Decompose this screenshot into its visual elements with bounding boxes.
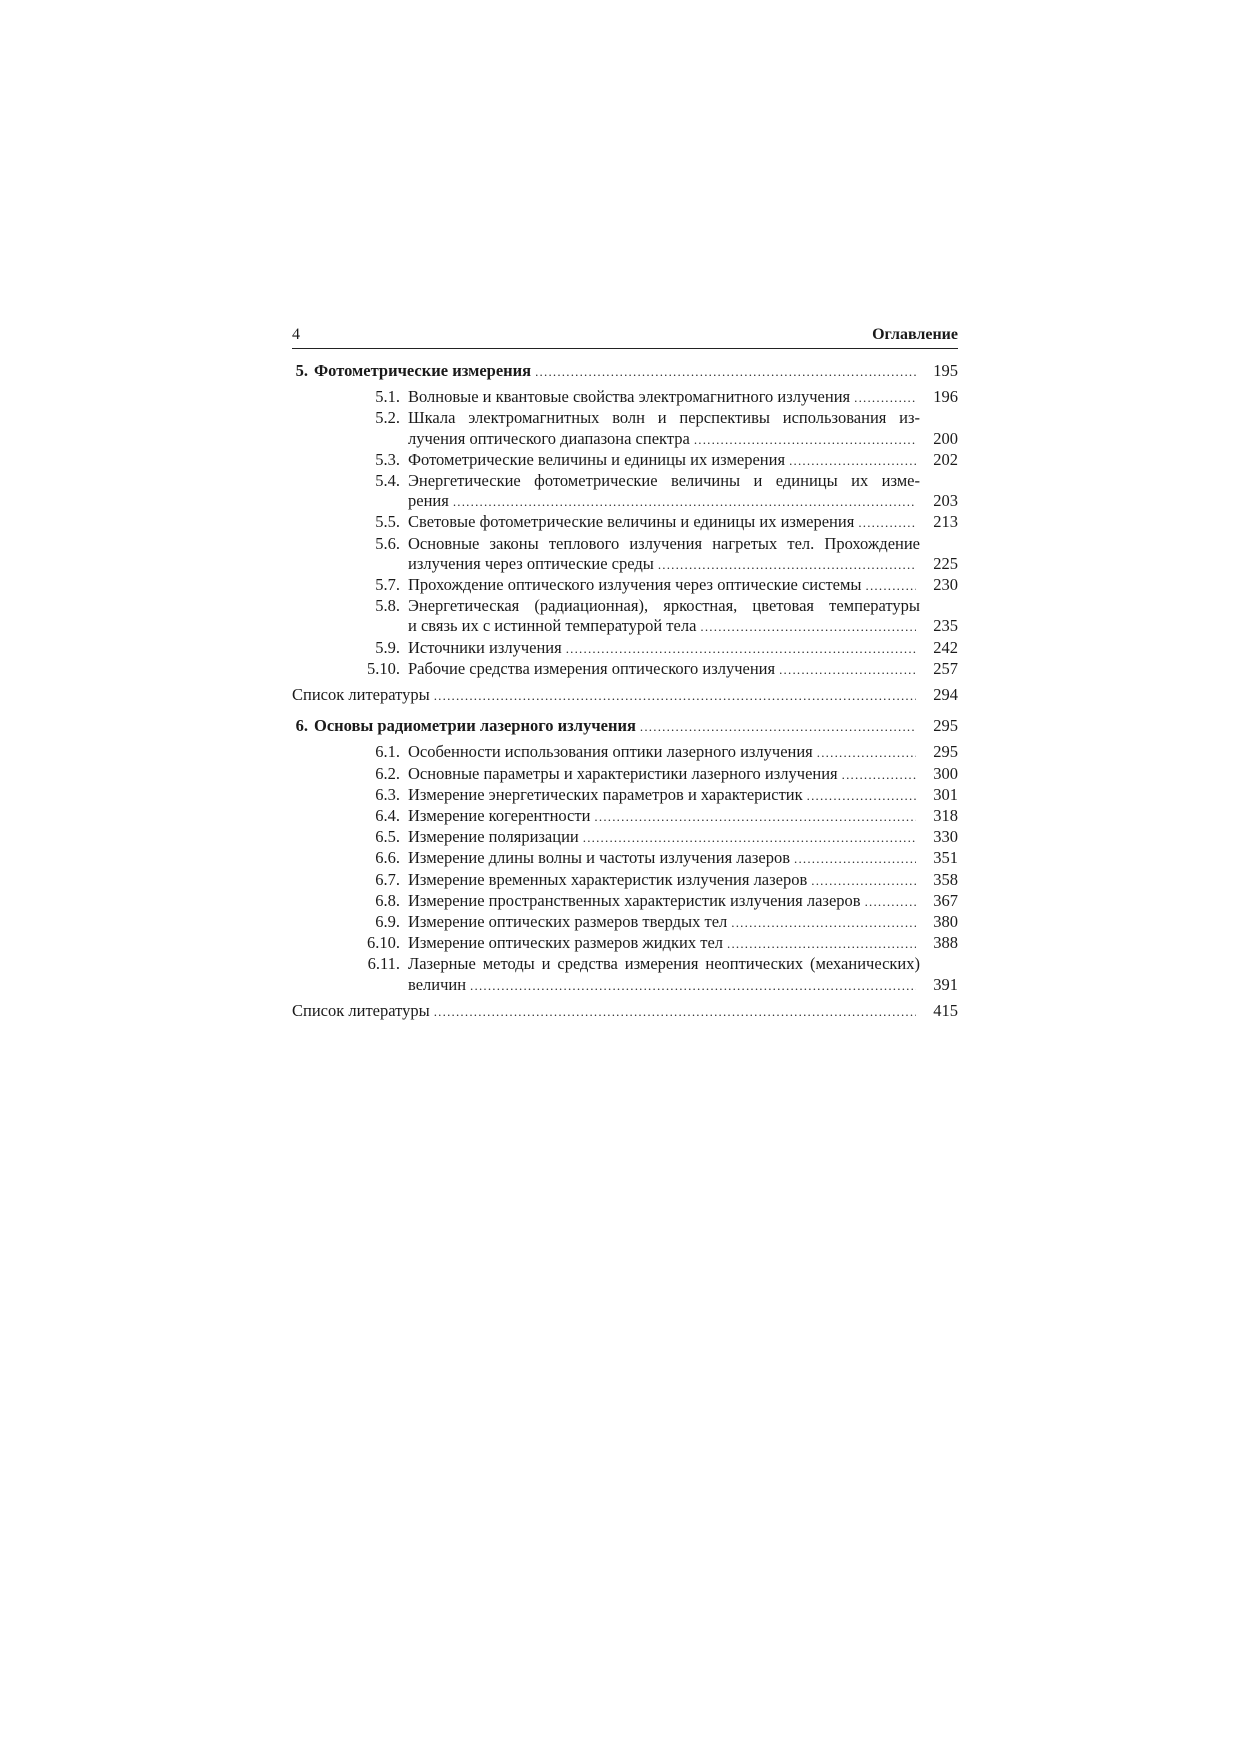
section-number: 6.1. bbox=[375, 742, 400, 762]
page-ref: 330 bbox=[933, 827, 958, 847]
toc-section-5-2[interactable] bbox=[292, 408, 958, 449]
toc-section-5-1[interactable] bbox=[352, 387, 958, 408]
page-ref: 415 bbox=[933, 1000, 958, 1020]
toc-section-6-9[interactable] bbox=[352, 912, 958, 933]
page-ref: 318 bbox=[933, 806, 958, 826]
leader-dots bbox=[817, 743, 916, 763]
section-number: 5.4. bbox=[375, 471, 400, 491]
page-ref: 235 bbox=[933, 616, 958, 636]
page-ref: 391 bbox=[933, 974, 958, 994]
toc-chapter-6[interactable] bbox=[292, 716, 958, 737]
section-title: Измерение энергетических параметров и характеристик bbox=[408, 784, 803, 804]
section-title: Измерение когерентности bbox=[408, 806, 591, 826]
chapter-number: 5. bbox=[295, 361, 308, 380]
section-title-line-1: Основные законы теплового излучения нагретых тел. Прохождение bbox=[408, 533, 920, 553]
page-ref: 200 bbox=[933, 428, 958, 448]
toc-section-5-8[interactable] bbox=[292, 596, 958, 637]
section-title-line-2: величин bbox=[408, 974, 467, 994]
section-number: 5.2. bbox=[375, 408, 400, 428]
section-title: Световые фотометрические величины и единицы их измерения bbox=[408, 512, 855, 532]
leader-dots bbox=[727, 934, 916, 954]
literature-label: Список литературы bbox=[292, 1000, 430, 1020]
section-title-line-2: и связь их с истинной температурой тела bbox=[408, 616, 697, 636]
section-title: Прохождение оптического излучения через оптические системы bbox=[408, 575, 862, 595]
leader-dots bbox=[865, 892, 916, 912]
section-title: Измерение оптических размеров жидких тел bbox=[408, 933, 723, 953]
leader-dots bbox=[789, 451, 916, 471]
section-number: 6.3. bbox=[375, 784, 400, 804]
toc-section-6-1[interactable] bbox=[352, 742, 958, 763]
section-title: Источники излучения bbox=[408, 637, 562, 657]
section-number: 5.6. bbox=[375, 533, 400, 553]
toc-section-5-5[interactable] bbox=[352, 512, 958, 533]
section-number: 5.10. bbox=[367, 658, 400, 678]
section-title: Волновые и квантовые свойства электромагнитного излучения bbox=[408, 387, 851, 407]
page bbox=[292, 325, 958, 1022]
section-number: 6.10. bbox=[367, 933, 400, 953]
leader-dots bbox=[583, 828, 916, 848]
section-title-line-1: Энергетические фотометрические величины и единицы их изме- bbox=[408, 471, 920, 491]
leader-dots bbox=[594, 807, 916, 827]
section-number: 5.9. bbox=[375, 637, 400, 657]
chapter-number: 6. bbox=[295, 716, 308, 736]
leader-dots bbox=[811, 871, 916, 891]
section-number: 6.8. bbox=[375, 890, 400, 910]
toc-section-5-3[interactable] bbox=[352, 450, 958, 471]
leader-dots bbox=[858, 513, 916, 533]
page-ref: 358 bbox=[933, 869, 958, 889]
toc-section-6-10[interactable] bbox=[352, 933, 958, 954]
section-number: 6.4. bbox=[375, 806, 400, 826]
section-title-line-1: Шкала электромагнитных волн и перспективы использования из- bbox=[408, 408, 920, 428]
section-number: 6.7. bbox=[375, 869, 400, 889]
section-number: 5.8. bbox=[375, 596, 400, 616]
toc-literature-6[interactable] bbox=[292, 1001, 958, 1022]
toc-section-5-4[interactable] bbox=[292, 471, 958, 512]
toc-literature-5[interactable] bbox=[292, 685, 958, 706]
section-title-line-2: рения bbox=[408, 491, 449, 511]
leader-dots bbox=[731, 913, 916, 933]
leader-dots bbox=[866, 576, 916, 596]
section-number: 6.9. bbox=[375, 912, 400, 932]
page-ref: 203 bbox=[933, 491, 958, 511]
section-title-line-1: Энергетическая (радиационная), яркостная, цветовая температуры bbox=[408, 596, 920, 616]
page-ref: 195 bbox=[933, 361, 958, 380]
section-title-line-2: излучения через оптические среды bbox=[408, 553, 654, 573]
page-ref: 257 bbox=[933, 658, 958, 678]
section-title: Измерение временных характеристик излучения лазеров bbox=[408, 869, 808, 889]
page-ref: 242 bbox=[933, 637, 958, 657]
page-ref: 294 bbox=[933, 685, 958, 705]
section-title: Измерение оптических размеров твердых тел bbox=[408, 912, 728, 932]
page-ref: 367 bbox=[933, 890, 958, 910]
page-number: 4 bbox=[292, 326, 300, 343]
section-number: 5.3. bbox=[375, 449, 400, 469]
section-title: Измерение поляризации bbox=[408, 827, 579, 847]
section-number: 5.5. bbox=[375, 512, 400, 532]
leader-dots bbox=[694, 430, 916, 450]
running-header bbox=[292, 325, 958, 349]
toc-section-6-3[interactable] bbox=[352, 785, 958, 806]
leader-dots bbox=[854, 388, 916, 408]
leader-dots bbox=[658, 555, 916, 575]
section-number: 6.5. bbox=[375, 827, 400, 847]
toc-section-5-9[interactable] bbox=[352, 638, 958, 659]
leader-dots bbox=[807, 786, 916, 806]
page-ref: 380 bbox=[933, 912, 958, 932]
page-ref: 196 bbox=[933, 387, 958, 407]
toc-section-6-7[interactable] bbox=[352, 870, 958, 891]
section-number: 5.7. bbox=[375, 575, 400, 595]
chapter-title: Фотометрические измерения bbox=[314, 361, 532, 380]
toc-section-6-6[interactable] bbox=[352, 848, 958, 869]
leader-dots bbox=[535, 362, 916, 382]
section-number: 5.1. bbox=[375, 387, 400, 407]
section-title-line-2: лучения оптического диапазона спектра bbox=[408, 428, 690, 448]
section-number: 6.2. bbox=[375, 763, 400, 783]
section-title: Основные параметры и характеристики лазерного излучения bbox=[408, 763, 838, 783]
section-title: Измерение длины волны и частоты излучения лазеров bbox=[408, 848, 790, 868]
leader-dots bbox=[842, 765, 916, 785]
page-ref: 295 bbox=[933, 742, 958, 762]
leader-dots bbox=[794, 849, 916, 869]
page-ref: 295 bbox=[933, 716, 958, 736]
toc-chapter-5[interactable] bbox=[292, 361, 958, 382]
chapter-title: Основы радиометрии лазерного излучения bbox=[314, 716, 636, 736]
toc-section-6-4[interactable] bbox=[352, 806, 958, 827]
toc-section-5-10[interactable] bbox=[352, 659, 958, 680]
page-ref: 300 bbox=[933, 763, 958, 783]
section-number: 6.11. bbox=[367, 954, 400, 974]
page-ref: 225 bbox=[933, 553, 958, 573]
page-ref: 230 bbox=[933, 575, 958, 595]
toc-section-6-8[interactable] bbox=[352, 891, 958, 912]
leader-dots bbox=[640, 717, 916, 737]
leader-dots bbox=[700, 617, 916, 637]
page-ref: 213 bbox=[933, 512, 958, 532]
leader-dots bbox=[470, 976, 916, 996]
toc-section-6-11[interactable] bbox=[292, 954, 958, 995]
section-title-line-1: Лазерные методы и средства измерения неоптических (механических) bbox=[408, 954, 920, 974]
section-title: Измерение пространственных характеристик излучения лазеров bbox=[408, 890, 861, 910]
toc-section-5-6[interactable] bbox=[292, 534, 958, 575]
toc-section-6-2[interactable] bbox=[352, 764, 958, 785]
section-title: Особенности использования оптики лазерного излучения bbox=[408, 742, 813, 762]
section-number: 6.6. bbox=[375, 848, 400, 868]
leader-dots bbox=[779, 660, 916, 680]
toc-section-5-7[interactable] bbox=[352, 575, 958, 596]
section-title: Фотометрические величины и единицы их измерения bbox=[408, 449, 786, 469]
page-ref: 202 bbox=[933, 449, 958, 469]
leader-dots bbox=[434, 1002, 916, 1022]
running-title: Оглавление bbox=[872, 326, 958, 343]
leader-dots bbox=[566, 639, 916, 659]
page-ref: 388 bbox=[933, 933, 958, 953]
section-title: Рабочие средства измерения оптического излучения bbox=[408, 658, 776, 678]
toc-section-6-5[interactable] bbox=[352, 827, 958, 848]
page-ref: 351 bbox=[933, 848, 958, 868]
table-of-contents bbox=[292, 361, 958, 1022]
leader-dots bbox=[434, 686, 916, 706]
leader-dots bbox=[453, 492, 916, 512]
page-ref: 301 bbox=[933, 784, 958, 804]
literature-label: Список литературы bbox=[292, 685, 430, 705]
